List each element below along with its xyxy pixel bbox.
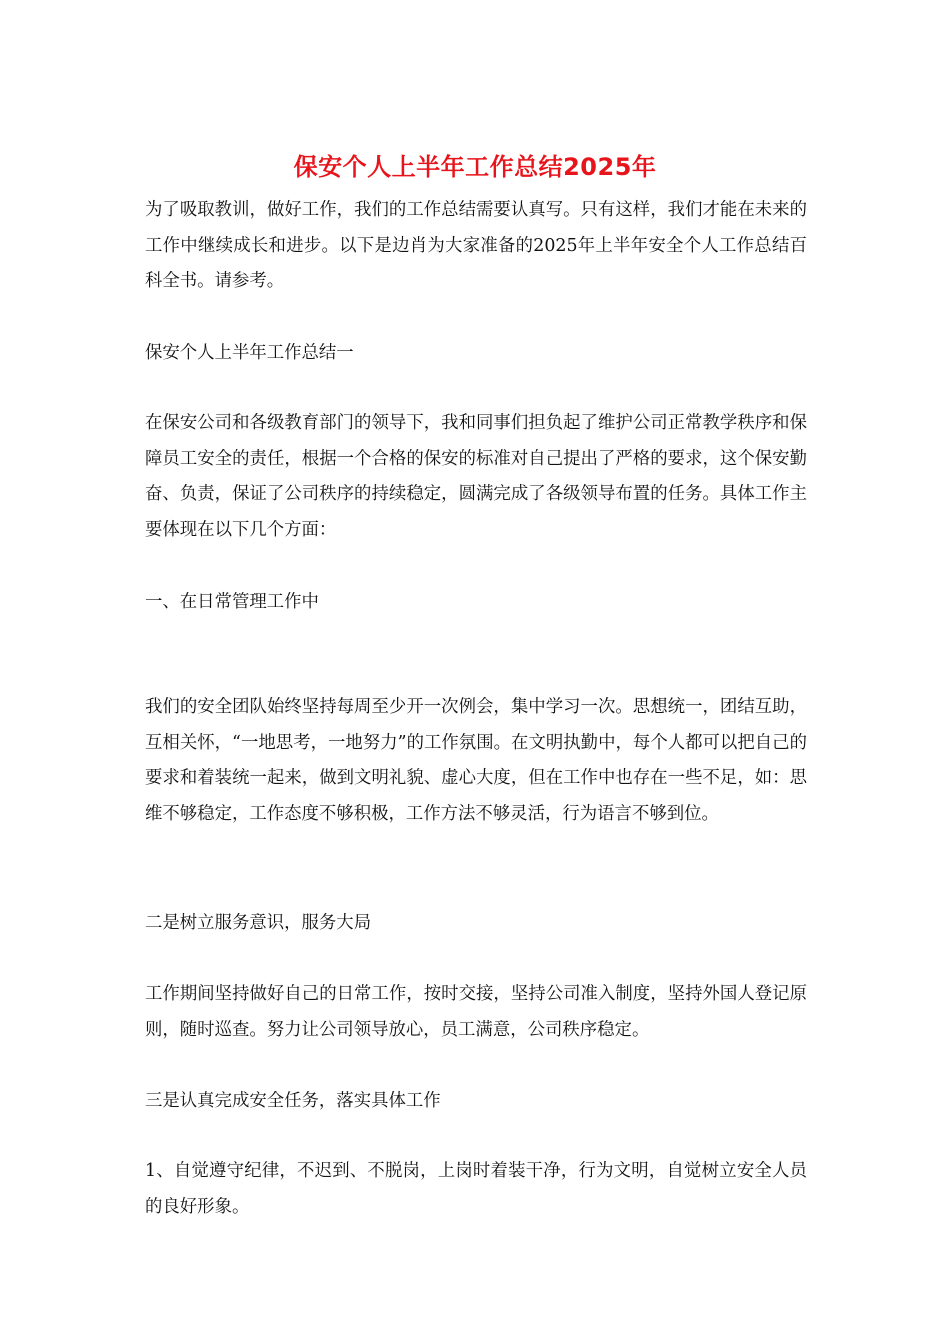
body-paragraph: 我们的安全团队始终坚持每周至少开一次例会，集中学习一次。思想统一，团结互助，互相关怀，“一地思考，一地努力”的工作氛围。在文明执勤中，每个人都可以把自己的要求和着装统一起来，做到文明礼貌、虚心大度，但在工作中也存在一些不足，如：思维不够稳定，工作态度不够积极，工作方法不够灵活，行为语言不够到位。	[145, 697, 807, 824]
body-paragraph: 工作期间坚持做好自己的日常工作，按时交接，坚持公司准入制度，坚持外国人登记原则，随时巡查。努力让公司领导放心，员工满意，公司秩序稳定。	[145, 984, 807, 1040]
body-paragraph: 在保安公司和各级教育部门的领导下，我和同事们担负起了维护公司正常教学秩序和保障员工安全的责任，根据一个合格的保安的标准对自己提出了严格的要求，这个保安勤奋、负责，保证了公司秩序的持续稳定，圆满完成了各级领导布置的任务。具体工作主要体现在以下几个方面：	[145, 413, 807, 540]
document-title: 保安个人上半年工作总结2025年	[293, 153, 657, 181]
intro-paragraph: 为了吸取教训，做好工作，我们的工作总结需要认真写。只有这样，我们才能在未来的工作中继续成长和进步。以下是边肖为大家准备的2025年上半年安全个人工作总结百科全书。请参考。	[145, 200, 807, 291]
section-heading-security-tasks: 三是认真完成安全任务，落实具体工作	[145, 1091, 441, 1111]
section-heading-daily-management: 一、在日常管理工作中	[145, 592, 319, 612]
section-heading-summary-one: 保安个人上半年工作总结一	[145, 343, 354, 363]
section-heading-service-awareness: 二是树立服务意识，服务大局	[145, 913, 372, 933]
list-item-discipline: 1、自觉遵守纪律，不迟到、不脱岗，上岗时着装干净，行为文明，自觉树立安全人员的良好形象。	[145, 1161, 807, 1217]
